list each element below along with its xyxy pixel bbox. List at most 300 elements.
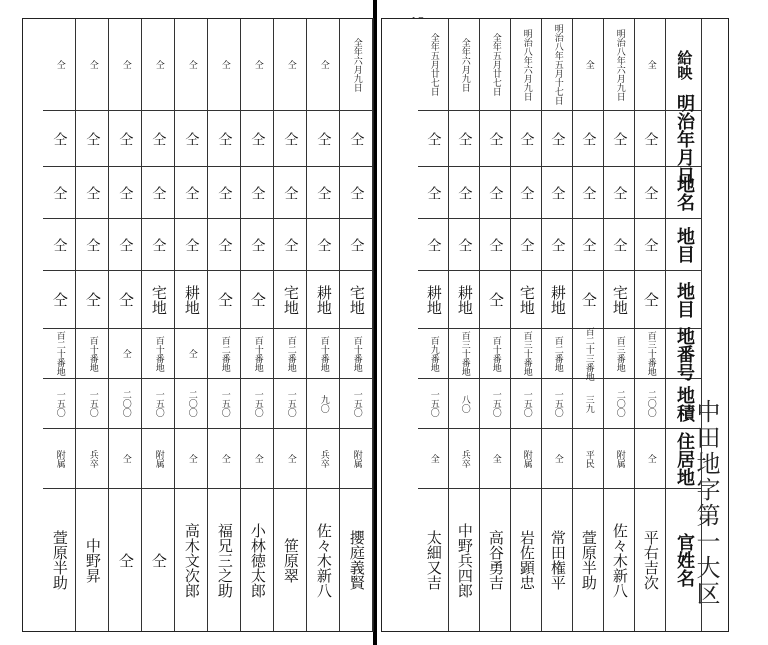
ledger-cell: [142, 489, 174, 631]
ledger-cell-text: 仝: [348, 237, 365, 252]
ledger-cell-text: 宅地: [517, 284, 536, 315]
ledger-cell-text: 仝: [425, 237, 442, 252]
ledger-cell: [480, 489, 510, 631]
ledger-cell: [274, 271, 306, 329]
ledger-cell: [109, 329, 141, 379]
ledger-cell: [449, 219, 479, 271]
ledger-cell-text: 仝: [611, 185, 628, 200]
ledger-cell-text: 仝: [51, 131, 68, 146]
ledger-cell: [340, 271, 372, 329]
ledger-cell: [340, 219, 372, 271]
ledger-cell-text: 全: [583, 60, 594, 69]
ledger-cell-text: 中野兵四郎: [455, 522, 474, 598]
ledger-cell: [274, 167, 306, 219]
ledger-cell: [43, 489, 75, 631]
ledger-cell: [635, 19, 665, 111]
ledger-cell-text: 全年六月九日: [459, 37, 470, 92]
ledger-column: [418, 19, 449, 631]
ledger-cell: [208, 379, 240, 429]
ledger-cell-text: 太細又吉: [424, 530, 443, 590]
ledger-cell: [142, 111, 174, 167]
ledger-cell-text: 耕地: [455, 284, 474, 315]
ledger-cell-text: 仝: [219, 60, 230, 69]
ledger-cell: [208, 429, 240, 489]
ledger-column: [573, 19, 604, 631]
ledger-cell: [635, 429, 665, 489]
ledger-cell: [635, 329, 665, 379]
ledger-cell: [480, 329, 510, 379]
ledger-cell: [43, 111, 75, 167]
ledger-cell-text: 仝: [518, 131, 535, 146]
ledger-cell: [208, 329, 240, 379]
ledger-cell: [76, 167, 108, 219]
ledger-cell-text: 萱原半助: [579, 530, 598, 590]
ledger-cell: [109, 489, 141, 631]
ledger-cell-text: 仝: [487, 185, 504, 200]
ledger-cell-text: 八〇: [459, 394, 470, 413]
ledger-cell: [109, 379, 141, 429]
ledger-cell: [542, 429, 572, 489]
ledger-cell: [542, 167, 572, 219]
ledger-cell-text: 仝: [282, 185, 299, 200]
ledger-cell: [480, 271, 510, 329]
ledger-cell-text: 百二十三番地: [583, 326, 594, 381]
ledger-cell-text: 兵卒: [87, 449, 98, 468]
ledger-cell: [511, 379, 541, 429]
ledger-column: [449, 19, 480, 631]
ledger-cell-text: 一五〇: [521, 390, 532, 417]
ledger-cell-text: 二〇〇: [645, 390, 656, 417]
ledger-cell-text: 仝: [216, 185, 233, 200]
ledger-cell: [142, 329, 174, 379]
ledger-cell: [573, 19, 603, 111]
ledger-cell-text: 百十番地: [351, 335, 362, 372]
ledger-cell: [573, 111, 603, 167]
header-cell: [666, 93, 701, 184]
ledger-cell-text: 耕地: [182, 284, 201, 315]
row-header-column: [666, 19, 702, 631]
ledger-cell-text: 仝: [120, 349, 131, 358]
ledger-cell: [604, 219, 634, 271]
ledger-cell-text: 仝: [249, 237, 266, 252]
ledger-cell: [43, 429, 75, 489]
ledger-cell-text: 常田権平: [548, 530, 567, 590]
ledger-cell-text: 仝: [183, 237, 200, 252]
ledger-cell: [480, 19, 510, 111]
ledger-cell: [109, 429, 141, 489]
ledger-cell-text: 宅地: [610, 284, 629, 315]
ledger-cell: [142, 271, 174, 329]
ledger-cell: [418, 111, 448, 167]
ledger-cell-text: 百十番地: [490, 335, 501, 372]
ledger-cell-text: 仝: [249, 131, 266, 146]
ledger-column: [480, 19, 511, 631]
ledger-cell-text: 全年五月廿七日: [428, 33, 439, 96]
right-ledger-page: [381, 18, 729, 632]
ledger-cell: [76, 429, 108, 489]
ledger-cell: [43, 271, 75, 329]
ledger-cell-text: 一五〇: [252, 390, 263, 417]
ledger-cell: [274, 489, 306, 631]
ledger-cell: [635, 271, 665, 329]
ledger-cell-text: 仝: [642, 131, 659, 146]
ledger-cell-text: 全年五月廿七日: [490, 33, 501, 96]
ledger-cell: [142, 429, 174, 489]
ledger-cell: [208, 489, 240, 631]
ledger-cell: [418, 489, 448, 631]
ledger-cell-text: 仝: [549, 131, 566, 146]
ledger-cell: [449, 19, 479, 111]
ledger-cell-text: 百三番地: [614, 335, 625, 372]
ledger-cell-text: 仝: [487, 131, 504, 146]
header-cell: [666, 326, 701, 381]
ledger-cell-text: 明治八年五月十七日: [552, 24, 563, 105]
header-text: 官姓名: [673, 533, 695, 587]
ledger-cell: [449, 111, 479, 167]
ledger-cell: [511, 489, 541, 631]
ledger-cell: [76, 379, 108, 429]
ledger-cell: [142, 19, 174, 111]
ledger-cell-text: 萱原半助: [50, 530, 69, 590]
ledger-cell: [76, 111, 108, 167]
ledger-cell-text: 仝: [183, 131, 200, 146]
ledger-cell: [604, 379, 634, 429]
ledger-cell-text: 仝: [315, 185, 332, 200]
ledger-cell: [511, 271, 541, 329]
ledger-cell: [76, 329, 108, 379]
ledger-cell-text: 仝: [487, 237, 504, 252]
ledger-cell: [307, 19, 339, 111]
ledger-cell: [208, 111, 240, 167]
ledger-cell: [418, 329, 448, 379]
ledger-cell-text: 仝: [249, 185, 266, 200]
header-cell: [666, 167, 701, 219]
ledger-cell: [274, 111, 306, 167]
ledger-cell-text: 仝: [150, 131, 167, 146]
ledger-cell: [418, 429, 448, 489]
ledger-cell-text: 百三十番地: [459, 331, 470, 376]
ledger-cell-text: 佐々木新八: [314, 522, 333, 598]
ledger-cell: [241, 219, 273, 271]
ledger-cell: [635, 379, 665, 429]
ledger-cell-text: 仝: [84, 237, 101, 252]
ledger-cell: [511, 329, 541, 379]
ledger-cell-text: 仝: [83, 292, 102, 307]
ledger-cell-text: 百二番地: [285, 335, 296, 372]
ledger-cell: [175, 379, 207, 429]
ledger-cell-text: 耕地: [424, 284, 443, 315]
ledger-cell: [208, 219, 240, 271]
ledger-cell: [76, 271, 108, 329]
ledger-cell: [635, 489, 665, 631]
ledger-cell: [274, 379, 306, 429]
ledger-column: [274, 19, 307, 631]
ledger-cell: [418, 19, 448, 111]
ledger-cell-text: 仝: [611, 237, 628, 252]
ledger-cell: [635, 167, 665, 219]
ledger-column: [241, 19, 274, 631]
ledger-cell-text: 仝: [315, 131, 332, 146]
ledger-cell-text: 百三十番地: [645, 331, 656, 376]
ledger-cell-text: 全: [490, 454, 501, 463]
ledger-cell-text: 宅地: [347, 284, 366, 315]
ledger-cell: [241, 489, 273, 631]
ledger-cell: [208, 167, 240, 219]
ledger-cell-text: 一五〇: [87, 390, 98, 417]
ledger-cell-text: 仝: [120, 60, 131, 69]
ledger-cell-text: 仝: [150, 237, 167, 252]
ledger-cell-text: 兵卒: [459, 449, 470, 468]
ledger-column: [76, 19, 109, 631]
ledger-cell-text: 仝: [150, 185, 167, 200]
ledger-cell: [418, 379, 448, 429]
header-text: 地目: [673, 226, 695, 263]
header-cell: [666, 379, 701, 429]
ledger-cell-text: 百三十番地: [521, 331, 532, 376]
ledger-cell: [449, 489, 479, 631]
ledger-cell-text: 百十番地: [252, 335, 263, 372]
ledger-cell-text: 仝: [87, 60, 98, 69]
ledger-cell-text: 仝: [579, 292, 598, 307]
ledger-cell-text: 仝: [552, 454, 563, 463]
ledger-cell: [542, 379, 572, 429]
ledger-cell-text: 仝: [518, 237, 535, 252]
ledger-cell-text: 仝: [318, 60, 329, 69]
ledger-cell: [480, 219, 510, 271]
ledger-cell-text: 附属: [521, 449, 532, 468]
ledger-cell: [142, 167, 174, 219]
ledger-cell: [175, 489, 207, 631]
ledger-cell: [542, 219, 572, 271]
ledger-cell: [43, 379, 75, 429]
ledger-cell-text: 佐々木新八: [610, 522, 629, 598]
ledger-cell-text: 耕地: [548, 284, 567, 315]
ledger-cell-text: 岩佐顕忠: [517, 530, 536, 590]
ledger-cell: [142, 219, 174, 271]
ledger-cell-text: 一五〇: [552, 390, 563, 417]
ledger-column: [109, 19, 142, 631]
ledger-cell-text: 仝: [348, 131, 365, 146]
ledger-cell: [43, 329, 75, 379]
ledger-cell: [175, 19, 207, 111]
ledger-cell: [542, 489, 572, 631]
ledger-cell: [511, 167, 541, 219]
ledger-cell: [573, 429, 603, 489]
ledger-cell-text: 仝: [456, 131, 473, 146]
ledger-cell-text: 仝: [215, 292, 234, 307]
ledger-cell: [175, 219, 207, 271]
ledger-cell-text: 笹原翠: [281, 537, 300, 583]
district-stamp-text: 中田地字第一大区: [692, 399, 720, 607]
ledger-cell-text: 仝: [186, 60, 197, 69]
ledger-cell-text: 一五〇: [490, 390, 501, 417]
ledger-cell-text: 明治八年六月九日: [614, 28, 625, 101]
ledger-cell-text: 百二十番地: [54, 331, 65, 376]
ledger-cell-text: 仝: [219, 454, 230, 463]
ledger-cell: [340, 489, 372, 631]
ledger-cell-text: 仝: [456, 185, 473, 200]
ledger-cell-text: 仝: [518, 185, 535, 200]
ledger-cell: [109, 111, 141, 167]
ledger-column: [511, 19, 542, 631]
header-text: 地名: [673, 174, 695, 211]
ledger-cell: [175, 271, 207, 329]
ledger-cell-text: 平右吉次: [641, 530, 660, 590]
ledger-cell: [241, 379, 273, 429]
ledger-cell: [241, 19, 273, 111]
ledger-cell-text: 三九: [583, 394, 594, 413]
ledger-cell: [307, 329, 339, 379]
ledger-cell-text: 仝: [282, 131, 299, 146]
ledger-cell-text: 百十番地: [318, 335, 329, 372]
header-text: 地番号: [673, 326, 695, 381]
ledger-cell: [307, 429, 339, 489]
ledger-cell-text: 百二番地: [219, 335, 230, 372]
ledger-column: [142, 19, 175, 631]
ledger-cell-text: 全: [645, 60, 656, 69]
ledger-cell-text: 仝: [183, 185, 200, 200]
ledger-cell-text: 仝: [50, 292, 69, 307]
ledger-cell: [307, 271, 339, 329]
ledger-cell: [340, 167, 372, 219]
ledger-cell: [542, 111, 572, 167]
ledger-cell: [274, 429, 306, 489]
ledger-cell: [604, 429, 634, 489]
ledger-cell: [511, 111, 541, 167]
ledger-cell-text: 一五〇: [285, 390, 296, 417]
ledger-column: [635, 19, 666, 631]
ledger-cell: [480, 379, 510, 429]
ledger-cell: [449, 379, 479, 429]
ledger-cell-text: 一五〇: [54, 390, 65, 417]
ledger-cell-text: 仝: [117, 185, 134, 200]
ledger-cell-text: 附属: [351, 449, 362, 468]
ledger-cell-text: 仝: [486, 292, 505, 307]
ledger-cell: [307, 167, 339, 219]
ledger-cell: [76, 489, 108, 631]
ledger-cell: [449, 429, 479, 489]
header-text: 明治年月日: [673, 93, 695, 184]
ledger-cell: [340, 111, 372, 167]
ledger-cell-text: 一五〇: [351, 390, 362, 417]
ledger-cell: [208, 271, 240, 329]
ledger-cell: [175, 329, 207, 379]
ledger-cell: [241, 329, 273, 379]
ledger-cell: [274, 219, 306, 271]
ledger-cell: [109, 167, 141, 219]
ledger-cell: [307, 111, 339, 167]
ledger-cell-text: 仝: [549, 237, 566, 252]
ledger-cell-text: 高木文次郎: [182, 522, 201, 598]
ledger-cell-text: 仝: [315, 237, 332, 252]
ledger-cell-text: 仝: [580, 185, 597, 200]
ledger-cell-text: 攖庭義賢: [347, 530, 366, 590]
ledger-cell-text: 全年六月九日: [351, 37, 362, 92]
ledger-cell-text: 兵卒: [318, 449, 329, 468]
ledger-cell: [241, 167, 273, 219]
ledger-cell: [241, 271, 273, 329]
ledger-cell-text: 仝: [456, 237, 473, 252]
ledger-cell: [43, 19, 75, 111]
ledger-cell: [604, 111, 634, 167]
ledger-cell: [573, 489, 603, 631]
ledger-cell-text: 二〇〇: [120, 390, 131, 417]
ledger-cell-text: 仝: [252, 60, 263, 69]
ledger-cell-text: 附属: [153, 449, 164, 468]
ledger-cell: [511, 429, 541, 489]
ledger-cell: [635, 111, 665, 167]
ledger-cell-text: 仝: [116, 292, 135, 307]
ledger-cell: [604, 271, 634, 329]
ledger-column: [208, 19, 241, 631]
ledger-cell-text: 仝: [348, 185, 365, 200]
ledger-cell-text: 二〇〇: [614, 390, 625, 417]
ledger-cell-text: 仝: [642, 237, 659, 252]
ledger-cell-text: 仝: [580, 131, 597, 146]
ledger-cell-text: 小林徳太郎: [248, 522, 267, 598]
ledger-cell: [604, 167, 634, 219]
ledger-cell: [142, 379, 174, 429]
ledger-cell: [573, 271, 603, 329]
header-cell: [666, 271, 701, 329]
ledger-cell: [480, 167, 510, 219]
ledger-cell-text: 福兄三之助: [215, 522, 234, 598]
ledger-column: [604, 19, 635, 631]
ledger-cell-text: 百十番地: [87, 335, 98, 372]
ledger-cell: [542, 329, 572, 379]
ledger-cell: [340, 329, 372, 379]
ledger-cell-text: 仝: [117, 131, 134, 146]
ledger-cell: [480, 429, 510, 489]
ledger-cell: [604, 489, 634, 631]
ledger-cell-text: 百二番地: [552, 335, 563, 372]
ledger-cell-text: 仝: [425, 185, 442, 200]
ledger-cell-text: 仝: [186, 349, 197, 358]
ledger-cell-text: 仝: [216, 131, 233, 146]
ledger-cell-text: 仝: [51, 237, 68, 252]
header-text: 地積: [673, 385, 695, 422]
ledger-cell: [449, 271, 479, 329]
ledger-cell: [449, 167, 479, 219]
ledger-cell-text: 明治八年六月九日: [521, 28, 532, 101]
ledger-cell: [340, 19, 372, 111]
ledger-cell-text: 宅地: [149, 284, 168, 315]
ledger-cell-text: 九〇: [318, 394, 329, 413]
ledger-cell-text: 一五〇: [428, 390, 439, 417]
ledger-cell: [573, 326, 603, 381]
ledger-cell: [274, 19, 306, 111]
ledger-cell-text: 附属: [54, 449, 65, 468]
ledger-cell-text: 仝: [642, 185, 659, 200]
ledger-cell: [542, 19, 572, 111]
ledger-cell: [340, 429, 372, 489]
ledger-cell-text: 百十番地: [153, 335, 164, 372]
ledger-cell-text: 仝: [84, 131, 101, 146]
ledger-cell-text: 仝: [580, 237, 597, 252]
header-cell: [666, 219, 701, 271]
header-cell: [666, 489, 701, 631]
ledger-cell-text: 仝: [216, 237, 233, 252]
ledger-cell-text: 高谷勇吉: [486, 530, 505, 590]
ledger-cell-text: 仝: [282, 237, 299, 252]
ledger-cell: [241, 429, 273, 489]
ledger-cell: [573, 167, 603, 219]
ledger-cell: [76, 19, 108, 111]
ledger-cell-text: 仝: [641, 292, 660, 307]
ledger-cell-text: 平民: [583, 449, 594, 468]
ledger-cell-text: 仝: [248, 292, 267, 307]
ledger-cell: [480, 111, 510, 167]
